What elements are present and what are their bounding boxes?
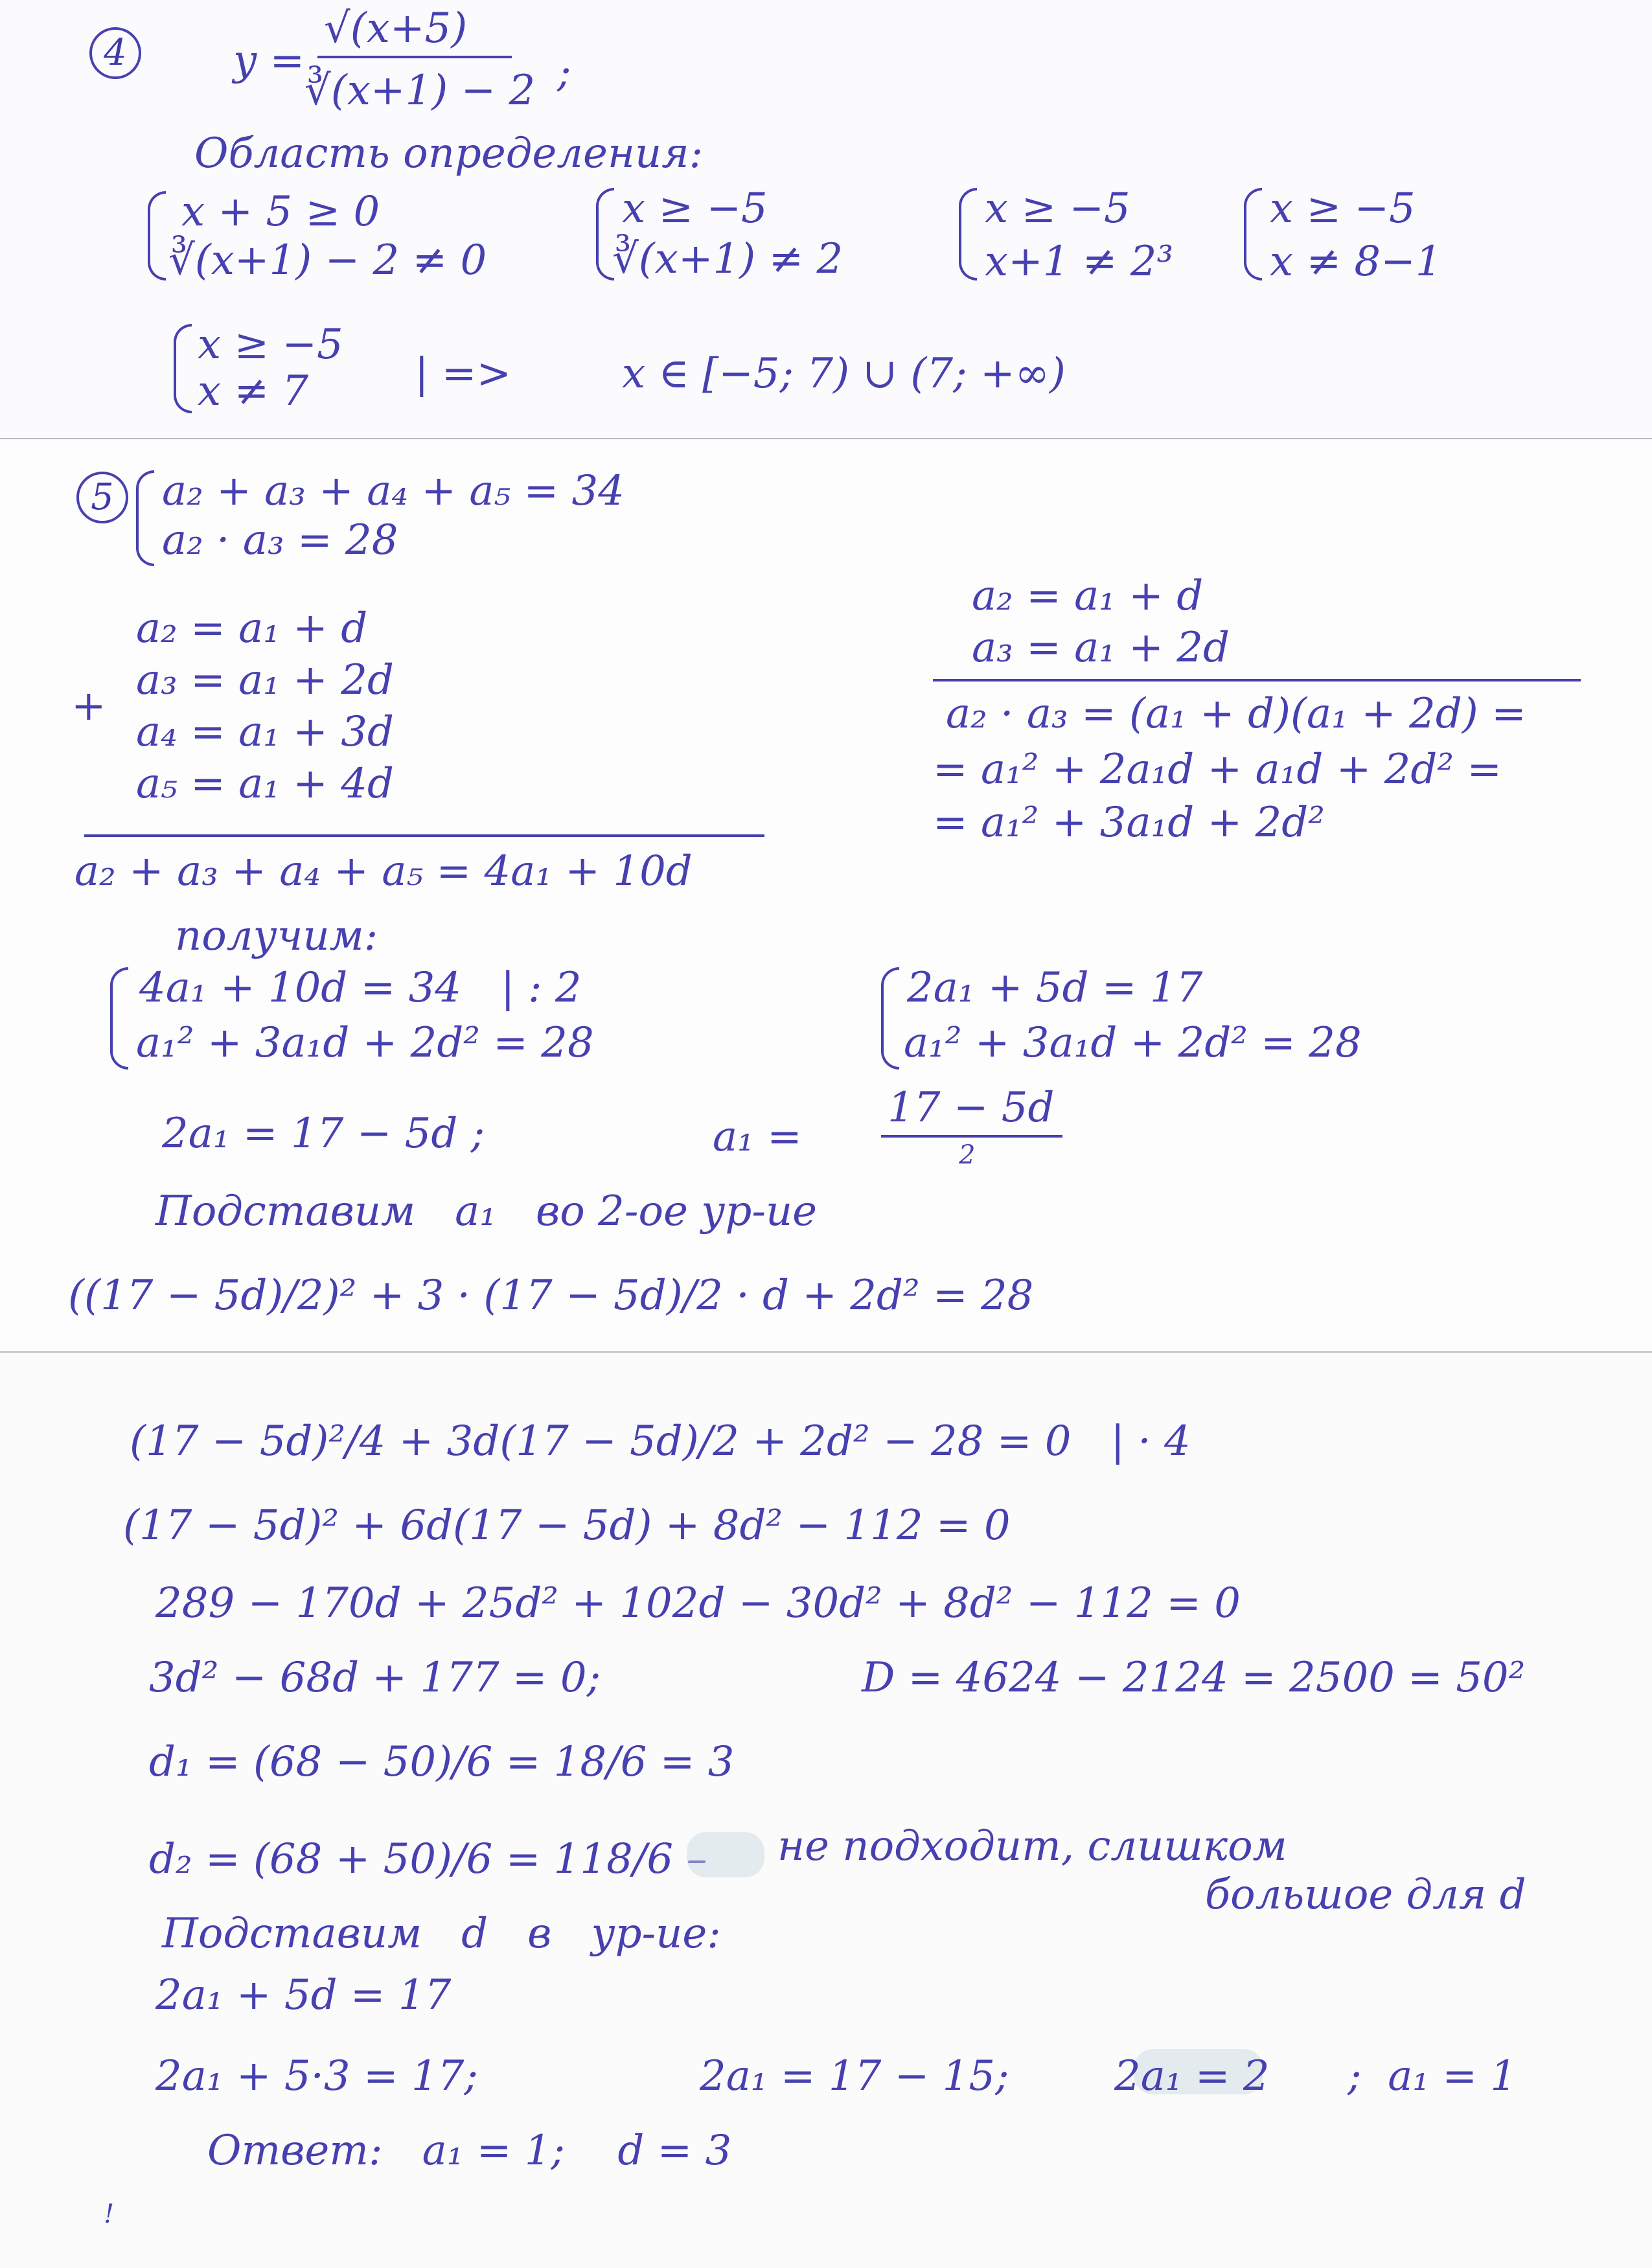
express-a1: 2a₁ = 17 − 5d ;	[162, 1110, 485, 1158]
d2-note-line-2: большое для d	[1205, 1871, 1526, 1919]
fraction-bar	[317, 56, 512, 58]
system-2-line-2: ∛(x+1) ≠ 2	[612, 235, 843, 283]
function-lhs: y =	[233, 37, 305, 85]
term-a3: a₃ = a₁ + 2d	[136, 656, 394, 704]
solution-line-2: (17 − 5d)² + 6d(17 − 5d) + 8d² − 112 = 0	[123, 1502, 1011, 1550]
system-brace	[959, 188, 977, 281]
get-label: получим:	[175, 912, 378, 960]
system-5-line-1: x ≥ −5	[198, 321, 343, 369]
equation-d: 2a₁ = 2	[1114, 2052, 1270, 2100]
system-brace	[1244, 188, 1262, 281]
discriminant: D = 4624 − 2124 = 2500 = 50²	[862, 1654, 1526, 1702]
product-line-1: a₂ · a₃ = (a₁ + d)(a₁ + 2d) =	[946, 690, 1526, 738]
problem-number-5: 5	[76, 472, 128, 523]
term-a5: a₅ = a₁ + 4d	[136, 760, 394, 808]
equation-a: 2a₁ + 5d = 17	[155, 1971, 452, 2019]
implies-arrow: | =>	[415, 350, 512, 398]
plus-sign: +	[71, 682, 106, 730]
solution-line-3: 289 − 170d + 25d² + 102d − 30d² + 8d² − 112 = 0	[155, 1579, 1241, 1627]
system-4-line-2: x ≠ 8−1	[1270, 238, 1442, 286]
function-semicolon: ;	[557, 49, 571, 97]
erasure-smudge	[687, 1832, 764, 1877]
system-line-2: a₂ · a₃ = 28	[162, 516, 398, 564]
quadratic-equation: 3d² − 68d + 177 = 0;	[149, 1654, 601, 1702]
product-line-3: = a₁² + 3a₁d + 2d²	[933, 799, 1325, 847]
margin-mark: !	[104, 2199, 115, 2229]
system-3-line-2: x+1 ≠ 2³	[985, 238, 1174, 286]
sheet-solution	[0, 1353, 1652, 2268]
system-5-line-2: x ≠ 7	[198, 367, 309, 415]
sys-b-line-2: a₁² + 3a₁d + 2d² = 28	[904, 1019, 1362, 1067]
system-1-line-2: ∛(x+1) − 2 ≠ 0	[168, 236, 487, 284]
domain-heading: Область определения:	[194, 130, 704, 178]
system-4-line-1: x ≥ −5	[1270, 185, 1416, 233]
substitute-line: Подставим a₁ во 2-ое ур-ие	[155, 1187, 818, 1235]
system-1-line-1: x + 5 ≥ 0	[181, 188, 380, 236]
fraction-bar	[881, 1135, 1062, 1138]
sys-a-line-1: 4a₁ + 10d = 34 | : 2	[139, 964, 582, 1012]
sys-b-line-1: 2a₁ + 5d = 17	[907, 964, 1203, 1012]
right-term-a2: a₂ = a₁ + d	[972, 572, 1204, 620]
equation-b: 2a₁ + 5·3 = 17;	[155, 2052, 478, 2100]
root-d1: d₁ = (68 − 50)/6 = 18/6 = 3	[149, 1738, 735, 1786]
product-bar	[933, 679, 1581, 682]
root-d2: d₂ = (68 + 50)/6 = 118/6 –	[149, 1835, 707, 1883]
system-brace	[136, 470, 154, 566]
sys-a-line-2: a₁² + 3a₁d + 2d² = 28	[136, 1019, 594, 1067]
domain-result: x ∈ [−5; 7) ∪ (7; +∞)	[622, 350, 1066, 398]
sheet-problem-4	[0, 0, 1652, 439]
system-2-line-1: x ≥ −5	[622, 185, 768, 233]
system-brace	[596, 188, 614, 281]
problem-number-4: 4	[89, 27, 141, 79]
solution-line-1: (17 − 5d)²/4 + 3d(17 − 5d)/2 + 2d² − 28 = 0 | · 4	[130, 1417, 1191, 1465]
system-brace	[174, 324, 192, 413]
a1-expr-denominator: 2	[959, 1140, 976, 1170]
system-3-line-1: x ≥ −5	[985, 185, 1130, 233]
system-line-1: a₂ + a₃ + a₄ + a₅ = 34	[162, 467, 625, 515]
sum-bar	[84, 834, 764, 837]
system-brace	[881, 967, 899, 1070]
function-numerator: √(x+5)	[324, 5, 468, 52]
system-brace	[110, 967, 128, 1070]
sheet-problem-5	[0, 439, 1652, 1353]
function-denominator: ∛(x+1) − 2	[304, 67, 536, 115]
answer-line: Ответ: a₁ = 1; d = 3	[207, 2127, 732, 2175]
product-line-2: = a₁² + 2a₁d + a₁d + 2d² =	[933, 746, 1502, 794]
d2-note-line-1: не подходит, слишком	[777, 1822, 1287, 1870]
right-term-a3: a₃ = a₁ + 2d	[972, 624, 1230, 672]
a1-expr-lhs: a₁ =	[713, 1113, 802, 1161]
term-a4: a₄ = a₁ + 3d	[136, 708, 394, 756]
a1-expr-numerator: 17 − 5d	[888, 1084, 1055, 1132]
substitute-d-line: Подставим d в ур-ие:	[162, 1910, 721, 1958]
system-brace	[148, 191, 166, 281]
sum-line: a₂ + a₃ + a₄ + a₅ = 4a₁ + 10d	[75, 847, 693, 895]
equation-e: ; a₁ = 1	[1348, 2052, 1517, 2100]
term-a2: a₂ = a₁ + d	[136, 604, 368, 652]
substituted-equation: ((17 − 5d)/2)² + 3 · (17 − 5d)/2 · d + 2d² = 28	[68, 1272, 1034, 1320]
equation-c: 2a₁ = 17 − 15;	[700, 2052, 1009, 2100]
